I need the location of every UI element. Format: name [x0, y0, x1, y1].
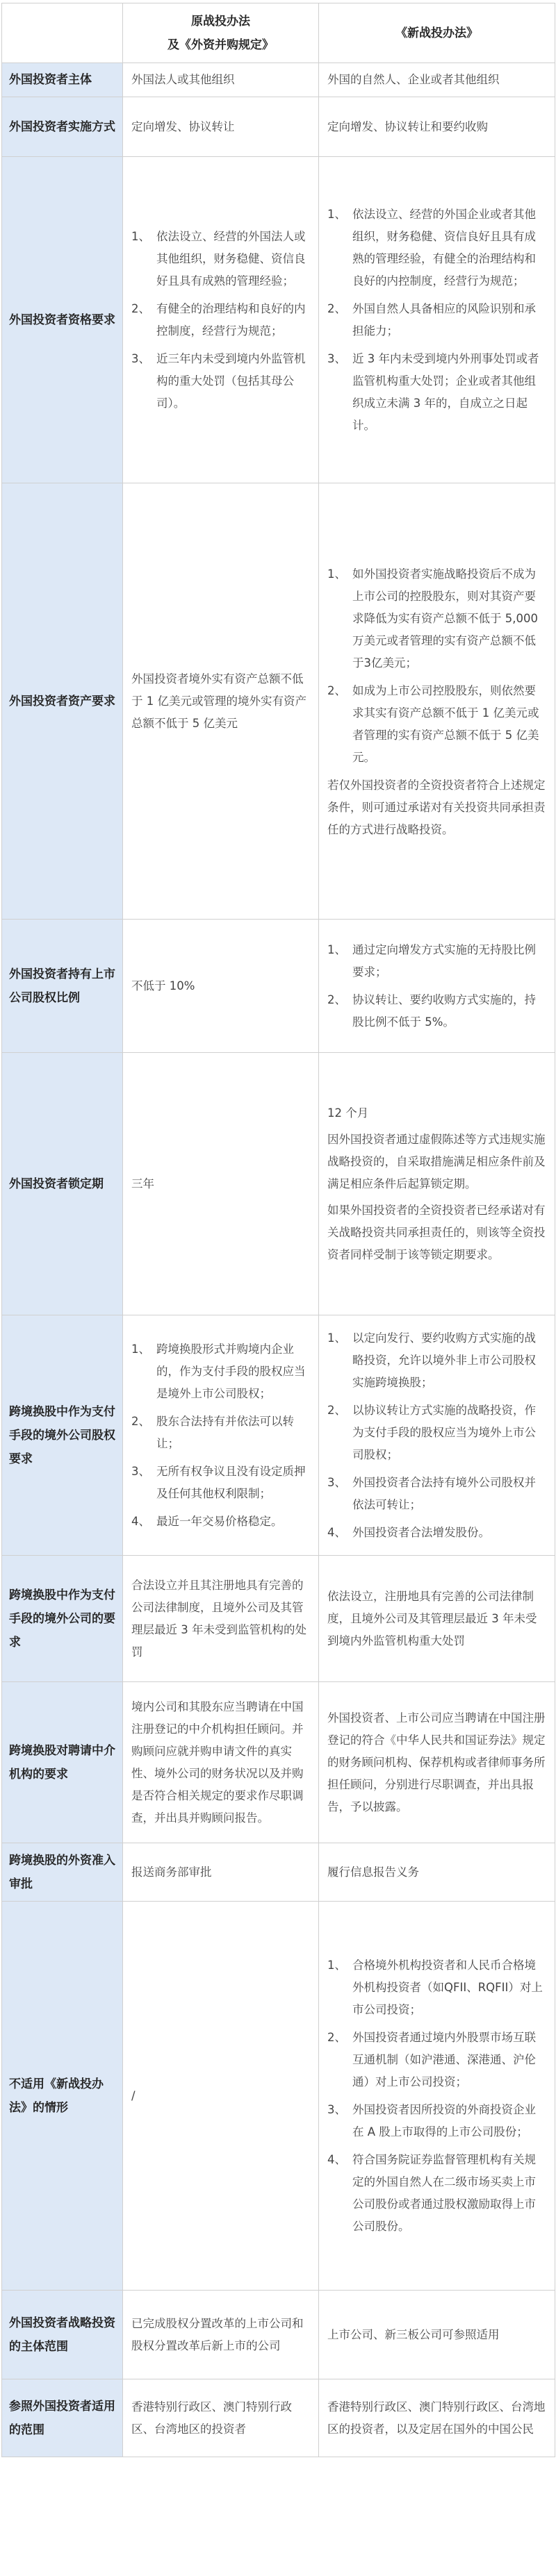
list-item: 2、 以协议转让方式实施的战略投资，作为支付手段的股权应当为境外上市公司股权； — [327, 1403, 536, 1461]
list-item: 1、 以定向发行、要约收购方式实施的战略投资，允许以境外非上市公司股权实施跨境换股； — [327, 1331, 536, 1389]
header-blank-cell — [2, 3, 123, 63]
old-rule-cell — [123, 1315, 319, 1556]
paragraph: 12 个月 — [327, 1106, 369, 1120]
table-row-reference-scope — [2, 2379, 555, 2457]
row-label: 外国投资者主体 — [2, 63, 123, 97]
row-label: 外国投资者持有上市公司股权比例 — [2, 920, 123, 1053]
list-item: 2、 股东合法持有并依法可以转让； — [131, 1414, 294, 1450]
table-row-share-swap-equity — [2, 1315, 555, 1556]
header-row — [2, 3, 555, 63]
old-rule-cell: 外国投资者境外实有资产总额不低于 1 亿美元或管理的境外实有资产总额不低于 5 亿美元 — [123, 483, 319, 920]
row-label: 外国投资者锁定期 — [2, 1053, 123, 1315]
list-item: 3、 无所有权争议且没有设定质押及任何其他权利限制； — [131, 1464, 306, 1500]
list-item: 2、 如成为上市公司控股股东，则依然要求其实有资产总额不低于 1 亿美元或者管理的实有资产总额不低于 5 亿美元。 — [327, 683, 539, 764]
old-rule-cell: 定向增发、协议转让 — [123, 97, 319, 157]
old-rule-cell: 报送商务部审批 — [123, 1843, 319, 1902]
row-label: 外国投资者战略投资的主体范围 — [2, 2291, 123, 2379]
row-label: 跨境换股中作为支付手段的境外公司股权要求 — [2, 1315, 123, 1556]
list-item: 3、 外国投资者因所投资的外商投资企业在 A 股上市取得的上市公司股份； — [327, 2102, 536, 2138]
list-item: 2、 外国自然人具备相应的风险识别和承担能力； — [327, 301, 536, 338]
list-item: 1、 合格境外机构投资者和人民币合格境外机构投资者（如QFII、RQFII）对上市公司投资； — [327, 1958, 543, 2016]
new-rule-cell — [319, 1315, 555, 1556]
old-rule-cell: 香港特别行政区、澳门特别行政区、台湾地区的投资者 — [123, 2379, 319, 2457]
table-row-implementation-method — [2, 97, 555, 157]
old-rule-cell — [123, 157, 319, 483]
new-rule-cell: 香港特别行政区、澳门特别行政区、台湾地区的投资者，以及定居在国外的中国公民 — [319, 2379, 555, 2457]
list-item: 1、 依法设立、经营的外国法人或其他组织，财务稳健、资信良好且具有成熟的管理经验； — [131, 229, 306, 288]
new-rule-cell — [319, 920, 555, 1053]
new-rule-cell: 定向增发、协议转让和要约收购 — [319, 97, 555, 157]
list-item: 4、 最近一年交易价格稳定。 — [131, 1514, 283, 1528]
row-label: 外国投资者资产要求 — [2, 483, 123, 920]
table-row-access-approval — [2, 1843, 555, 1902]
note-paragraph: 若仅外国投资者的全资投资者符合上述规定条件，则可通过承诺对有关投资共同承担责任的方式进行战略投资。 — [327, 778, 546, 836]
new-rule-cell: 履行信息报告义务 — [319, 1843, 555, 1902]
new-rule-cell — [319, 1902, 555, 2291]
old-rule-cell: 境内公司和其股东应当聘请在中国注册登记的中介机构担任顾问。并购顾问应就并购申请文件的真实性、境外公司的财务状况以及并购是否符合相关规定的要求作尽职调查，并出具并购顾问报告。 — [123, 1682, 319, 1843]
row-label: 外国投资者实施方式 — [2, 97, 123, 157]
row-label: 跨境换股中作为支付手段的境外公司的要求 — [2, 1556, 123, 1682]
header-old-rules — [123, 3, 319, 63]
header-new-rules: 《新战投办法》 — [319, 3, 555, 63]
new-rule-cell — [319, 483, 555, 920]
list-item: 4、 符合国务院证券监督管理机构有关规定的外国自然人在二级市场买卖上市公司股份或者通过股权激励取得上市公司股份。 — [327, 2152, 536, 2233]
comparison-table — [1, 3, 555, 2457]
table-row-share-swap-company — [2, 1556, 555, 1682]
list-item: 1、 如外国投资者实施战略投资后不成为上市公司的控股股东，则对其资产要求降低为实有资产总额不低于 5,000 万美元或者管理的实有资产总额不低于3亿美元； — [327, 567, 538, 670]
row-label: 跨境换股对聘请中介机构的要求 — [2, 1682, 123, 1843]
list-item: 3、 近 3 年内未受到境内外刑事处罚或者监管机构重大处罚；企业或者其他组织成立未满 3 年的，自成立之日起计。 — [327, 351, 539, 432]
table-row-intermediary — [2, 1682, 555, 1843]
new-rule-cell: 外国投资者、上市公司应当聘请在中国注册登记的符合《中华人民共和国证券法》规定的财务顾问机构、保荐机构或者律师事务所担任顾问，分别进行尽职调查，并出具报告，予以披露。 — [319, 1682, 555, 1843]
table-row-asset-requirement — [2, 483, 555, 920]
list-item: 2、 协议转让、要约收购方式实施的，持股比例不低于 5%。 — [327, 992, 536, 1029]
list-item: 2、 外国投资者通过境内外股票市场互联互通机制（如沪港通、深港通、沪伦通）对上市公司投资； — [327, 2030, 536, 2088]
list-item: 1、 依法设立、经营的外国企业或者其他组织，财务稳健、资信良好且具有成熟的管理经验，有健全的治理结构和良好的内控制度，经营行为规范； — [327, 207, 536, 288]
list-item: 1、 通过定向增发方式实施的无持股比例要求； — [327, 942, 536, 979]
old-rule-cell: 合法设立并且其注册地具有完善的公司法律制度，且境外公司及其管理层最近 3 年未受到监管机构的处罚 — [123, 1556, 319, 1682]
new-rule-cell — [319, 1053, 555, 1315]
list-item: 1、 跨境换股形式并购境内企业的，作为支付手段的股权应当是境外上市公司股权； — [131, 1342, 306, 1400]
old-rule-cell: 不低于 10% — [123, 920, 319, 1053]
old-rule-cell: / — [123, 1902, 319, 2291]
old-rule-cell: 三年 — [123, 1053, 319, 1315]
new-rule-cell: 外国的自然人、企业或者其他组织 — [319, 63, 555, 97]
new-rule-cell: 上市公司、新三板公司可参照适用 — [319, 2291, 555, 2379]
header-old-line1: 原战投办法 — [191, 14, 250, 28]
list-item: 4、 外国投资者合法增发股份。 — [327, 1525, 490, 1539]
table-row-not-applicable — [2, 1902, 555, 2291]
row-label: 外国投资者资格要求 — [2, 157, 123, 483]
table-row-investor-subject — [2, 63, 555, 97]
old-rule-cell: 已完成股权分置改革的上市公司和股权分置改革后新上市的公司 — [123, 2291, 319, 2379]
row-label: 不适用《新战投办法》的情形 — [2, 1902, 123, 2291]
old-rule-cell: 外国法人或其他组织 — [123, 63, 319, 97]
new-rule-cell — [319, 157, 555, 483]
table-row-qualification — [2, 157, 555, 483]
table-row-lockup-period — [2, 1053, 555, 1315]
paragraph: 如果外国投资者的全资投资者已经承诺对有关战略投资共同承担责任的，则该等全资投资者同样受制于该等锁定期要求。 — [327, 1203, 546, 1261]
table-row-investment-scope — [2, 2291, 555, 2379]
paragraph: 因外国投资者通过虚假陈述等方式违规实施战略投资的，自采取措施满足相应条件前及满足相应条件后起算锁定期。 — [327, 1132, 546, 1190]
table-row-shareholding-ratio — [2, 920, 555, 1053]
new-rule-cell: 依法设立，注册地具有完善的公司法律制度，且境外公司及其管理层最近 3 年未受到境内外监管机构重大处罚 — [319, 1556, 555, 1682]
row-label: 参照外国投资者适用的范围 — [2, 2379, 123, 2457]
header-old-line2: 及《外资并购规定》 — [167, 38, 274, 52]
list-item: 3、 外国投资者合法持有境外公司股权并依法可转让； — [327, 1475, 536, 1511]
list-item: 3、 近三年内未受到境内外监管机构的重大处罚（包括其母公司）。 — [131, 351, 306, 410]
row-label: 跨境换股的外资准入审批 — [2, 1843, 123, 1902]
list-item: 2、 有健全的治理结构和良好的内控制度，经营行为规范； — [131, 301, 306, 338]
